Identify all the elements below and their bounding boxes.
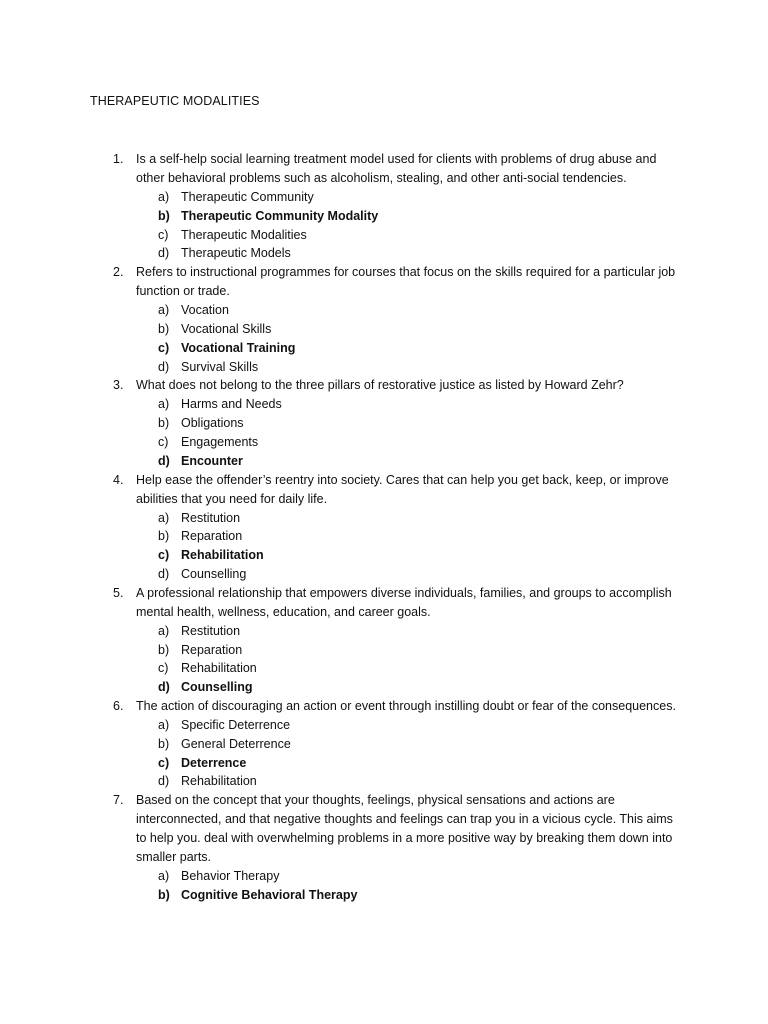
choice-text: Deterrence — [181, 755, 247, 770]
answer-choice — [0, 358, 768, 377]
choice-letter: a) — [158, 623, 170, 638]
answer-choice — [0, 565, 768, 584]
question-item — [0, 697, 768, 791]
choice-letter: b) — [158, 208, 170, 223]
question-number: 5. — [113, 585, 124, 600]
answer-choice-correct — [0, 546, 768, 565]
choice-letter: b) — [158, 736, 170, 751]
answer-choice — [0, 433, 768, 452]
choice-letter: c) — [158, 661, 169, 676]
choice-text: Counselling — [181, 566, 247, 581]
answer-choice — [0, 244, 768, 263]
choice-letter: b) — [158, 321, 170, 336]
question-item — [0, 150, 768, 263]
question-number: 7. — [113, 793, 124, 808]
answer-choice-correct — [0, 452, 768, 471]
choice-text: Obligations — [181, 416, 244, 431]
choice-text: Specific Deterrence — [181, 717, 291, 732]
document-title: THERAPEUTIC MODALITIES — [90, 94, 260, 108]
question-item — [0, 376, 768, 470]
choice-text: Encounter — [181, 453, 243, 468]
choice-letter: c) — [158, 755, 170, 770]
choice-text: Counselling — [181, 680, 253, 695]
question-text: Based on the concept that your thoughts, feelings, physical sensations and actions are interconnected, and that negative thoughts and feelings can trap you in a vicious cycle. This aims to help you. deal with overwhelming problems in a more positive way by breaking them down into smaller parts. — [136, 793, 673, 865]
choice-letter: d) — [158, 453, 170, 468]
question-item — [0, 791, 768, 905]
choice-text: Survival Skills — [181, 359, 259, 374]
choice-text: General Deterrence — [181, 736, 291, 751]
answer-choice — [0, 735, 768, 754]
choice-letter: a) — [158, 869, 170, 884]
answer-choice-correct — [0, 207, 768, 226]
answer-choice — [0, 772, 768, 791]
question-number: 1. — [113, 152, 124, 166]
choice-letter: c) — [158, 227, 169, 242]
choice-letter: a) — [158, 397, 170, 412]
choice-text: Rehabilitation — [181, 661, 257, 676]
choice-text: Vocational Skills — [181, 321, 272, 336]
answer-choice — [0, 301, 768, 320]
choice-letter: b) — [158, 529, 170, 544]
choice-letter: a) — [158, 190, 170, 204]
choice-letter: a) — [158, 510, 170, 525]
choice-letter: c) — [158, 434, 169, 449]
choice-letter: c) — [158, 340, 170, 355]
answer-choice — [0, 867, 768, 886]
choice-letter: c) — [158, 548, 170, 563]
question-item — [0, 263, 768, 376]
answer-choice — [0, 509, 768, 528]
answer-choice — [0, 226, 768, 245]
answer-choice-correct — [0, 678, 768, 697]
question-text: A professional relationship that empowers diverse individuals, families, and groups to accomplish mental health, wellness, education, and career goals. — [136, 585, 672, 619]
answer-choice — [0, 527, 768, 546]
choice-text: Restitution — [181, 510, 241, 525]
answer-choice-correct — [0, 339, 768, 358]
answer-choice — [0, 414, 768, 433]
question-number: 3. — [113, 378, 124, 393]
question-item — [0, 471, 768, 584]
answer-choice — [0, 188, 768, 207]
choice-text: Reparation — [181, 529, 243, 544]
choice-letter: a) — [158, 717, 170, 732]
choice-text: Restitution — [181, 623, 241, 638]
question-text: What does not belong to the three pillars of restorative justice as listed by Howard Zehr? — [136, 378, 624, 393]
question-number: 2. — [113, 265, 124, 280]
question-list — [0, 150, 768, 905]
choice-letter: d) — [158, 774, 170, 789]
question-item — [0, 584, 768, 697]
choice-letter: d) — [158, 359, 170, 374]
question-number: 4. — [113, 472, 124, 487]
answer-choice-correct — [0, 754, 768, 773]
choice-text: Vocation — [181, 303, 229, 318]
choice-text: Harms and Needs — [181, 397, 282, 412]
answer-choice — [0, 716, 768, 735]
answer-choice — [0, 395, 768, 414]
choice-letter: a) — [158, 303, 170, 318]
choice-text: Therapeutic Community Modality — [181, 208, 379, 223]
choice-text: Reparation — [181, 642, 243, 657]
question-text: Refers to instructional programmes for courses that focus on the skills required for a particular job function or trade. — [136, 265, 676, 299]
choice-text: Vocational Training — [181, 340, 296, 355]
answer-choice — [0, 320, 768, 339]
choice-text: Cognitive Behavioral Therapy — [181, 887, 358, 902]
choice-text: Behavior Therapy — [181, 869, 280, 884]
question-text: Help ease the offender’s reentry into society. Cares that can help you get back, keep, or improve abilities that you need for daily life. — [136, 472, 669, 506]
choice-text: Rehabilitation — [181, 774, 257, 789]
choice-letter: d) — [158, 246, 170, 261]
answer-choice — [0, 641, 768, 660]
choice-text: Therapeutic Modalities — [181, 227, 307, 242]
answer-choice — [0, 659, 768, 678]
choice-text: Engagements — [181, 434, 259, 449]
answer-choice — [0, 622, 768, 641]
question-number: 6. — [113, 698, 124, 713]
question-text: Is a self-help social learning treatment model used for clients with problems of drug abuse and other behavioral problems such as alcoholism, stealing, and other anti-social tendencies. — [136, 152, 657, 185]
choice-text: Therapeutic Community — [181, 190, 314, 204]
choice-letter: d) — [158, 566, 170, 581]
choice-text: Rehabilitation — [181, 548, 264, 563]
choice-letter: d) — [158, 680, 170, 695]
choice-letter: b) — [158, 887, 170, 902]
question-text: The action of discouraging an action or event through instilling doubt or fear of the consequences. — [136, 698, 676, 713]
answer-choice-correct — [0, 886, 768, 905]
choice-text: Therapeutic Models — [181, 246, 291, 261]
choice-letter: b) — [158, 416, 170, 431]
choice-letter: b) — [158, 642, 170, 657]
